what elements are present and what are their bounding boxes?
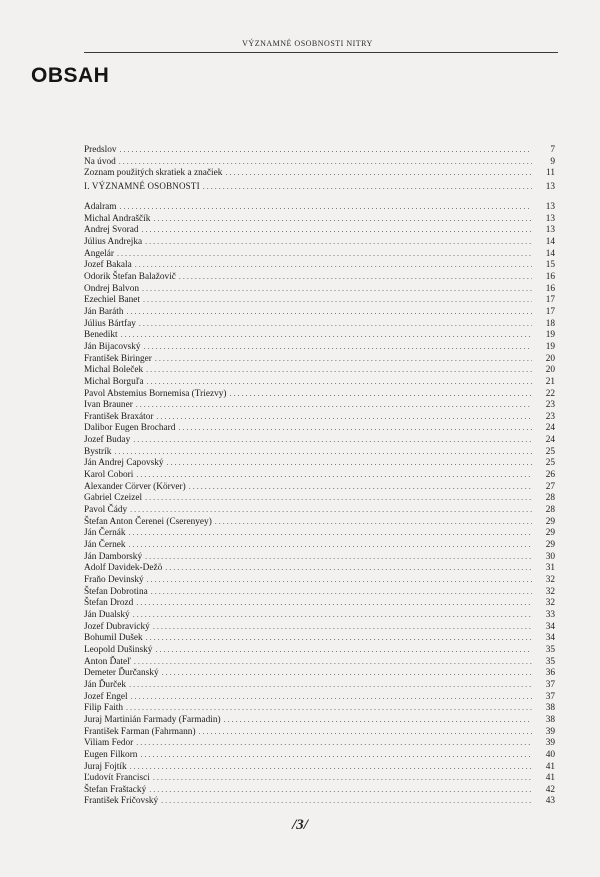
- toc-entry-page: 38: [545, 714, 555, 725]
- toc-entry: [84, 248, 555, 260]
- toc-entry-page: 34: [545, 621, 555, 632]
- toc-entry-label: František Braxátor: [84, 411, 154, 422]
- toc-entry: [84, 504, 555, 516]
- toc-entry: [84, 574, 555, 586]
- toc-entry: [84, 772, 555, 784]
- toc-entry: [84, 259, 555, 271]
- toc-entry-page: 14: [545, 236, 555, 247]
- front-matter-row: [84, 167, 555, 179]
- toc-entry: [84, 632, 555, 644]
- dot-leader: [225, 167, 532, 179]
- toc-entry: [84, 294, 555, 306]
- dot-leader: [145, 551, 532, 563]
- toc-entry: [84, 411, 555, 423]
- toc-entry-label: Bystrík: [84, 446, 112, 457]
- toc-entry-page: 15: [545, 260, 555, 271]
- toc-entry-label: Pavol Čády: [84, 505, 128, 516]
- toc-entry-page: 39: [545, 738, 555, 749]
- dot-leader: [215, 516, 532, 528]
- dot-leader: [120, 144, 532, 156]
- toc-entry-label: Ivan Brauner: [84, 400, 133, 411]
- dot-leader: [229, 388, 532, 400]
- toc-entry-label: Viliam Fedor: [84, 738, 134, 749]
- toc-entry-label: Jozef Buday: [84, 435, 131, 446]
- dot-leader: [199, 726, 532, 738]
- toc-entry-page: 33: [545, 609, 555, 620]
- toc-entry-page: 40: [545, 749, 555, 760]
- toc-entry: [84, 737, 555, 749]
- toc-entry-label: Ondrej Balvon: [84, 283, 139, 294]
- dot-leader: [153, 213, 532, 225]
- toc-entry: [84, 341, 555, 353]
- dot-leader: [133, 434, 532, 446]
- dot-leader: [165, 562, 532, 574]
- toc-entry-label: Ján Bijacovský: [84, 341, 141, 352]
- toc-entry: [84, 691, 555, 703]
- section-heading-row: [84, 181, 555, 193]
- toc-entry-page: 30: [545, 551, 555, 562]
- dot-leader: [140, 749, 532, 761]
- toc-entry: [84, 376, 555, 388]
- front-matter-row-page: 7: [550, 145, 555, 155]
- front-matter-row-label: Predslov: [84, 145, 117, 155]
- toc-entry-page: 39: [545, 726, 555, 737]
- toc-entry: [84, 457, 555, 469]
- dot-leader: [156, 411, 532, 423]
- toc-entry-label: Angelár: [84, 248, 114, 259]
- toc-entry-label: Ľudovít Francisci: [84, 773, 150, 784]
- dot-leader: [136, 469, 532, 481]
- toc-entry-page: 25: [545, 446, 555, 457]
- toc-entry-page: 17: [545, 295, 555, 306]
- toc-entry: [84, 318, 555, 330]
- toc-entry: [84, 539, 555, 551]
- dot-leader: [121, 329, 532, 341]
- dot-leader: [179, 271, 532, 283]
- toc-entry-label: Július Andrejka: [84, 236, 143, 247]
- toc-entry-label: Pavol Abstemius Bornemisa (Triezvy): [84, 388, 227, 399]
- toc-entry: [84, 516, 555, 528]
- toc-entry-label: Demeter Ďurčanský: [84, 668, 159, 679]
- dot-leader: [153, 621, 532, 633]
- toc-entry-page: 25: [545, 458, 555, 469]
- toc-entry-page: 22: [545, 388, 555, 399]
- dot-leader: [167, 457, 532, 469]
- toc-entry-page: 19: [545, 341, 555, 352]
- dot-leader: [203, 181, 532, 193]
- toc-entry-page: 29: [545, 516, 555, 527]
- dot-leader: [136, 737, 532, 749]
- dot-leader: [119, 156, 532, 168]
- toc-entry-page: 35: [545, 656, 555, 667]
- toc-entry-label: Anton Ďateľ: [84, 656, 131, 667]
- toc-entry: [84, 271, 555, 283]
- dot-leader: [133, 609, 532, 621]
- toc-entry: [84, 283, 555, 295]
- dot-leader: [145, 236, 532, 248]
- dot-leader: [126, 702, 532, 714]
- toc-entry: [84, 469, 555, 481]
- toc-entry: [84, 679, 555, 691]
- front-matter-row-label: Zoznam použitých skratiek a značiek: [84, 168, 223, 179]
- toc-entry: [84, 726, 555, 738]
- toc-entry-page: 32: [545, 575, 555, 585]
- toc-entry-page: 24: [545, 435, 555, 446]
- dot-leader: [189, 481, 532, 493]
- section-heading-list: [84, 181, 555, 193]
- dot-leader: [147, 574, 532, 586]
- toc-entry-page: 16: [545, 271, 555, 282]
- toc-entry-page: 32: [545, 586, 555, 597]
- front-matter-row-page: 11: [546, 168, 555, 179]
- toc-entry-page: 26: [545, 470, 555, 481]
- toc-entry-label: Ján Dualský: [84, 609, 130, 620]
- front-matter-row-label: Na úvod: [84, 156, 116, 167]
- toc-entry: [84, 667, 555, 679]
- toc-entry: [84, 749, 555, 761]
- dot-leader: [129, 679, 532, 691]
- toc-entry-page: 42: [545, 784, 555, 795]
- toc-entry: [84, 224, 555, 236]
- toc-entry-label: Štefan Fraštacký: [84, 784, 147, 795]
- toc-entry-label: Jozef Bakala: [84, 260, 132, 271]
- page-title: OBSAH: [31, 64, 110, 87]
- toc-entry-label: Karol Cobori: [84, 470, 134, 481]
- toc-entry: [84, 644, 555, 656]
- toc-entry-label: Andrej Svorad: [84, 225, 139, 236]
- toc-entry-page: 37: [545, 679, 555, 690]
- toc-entry-page: 20: [545, 365, 555, 376]
- toc-entry-label: František Fričovský: [84, 796, 159, 807]
- section-heading-label: I. VÝZNAMNÉ OSOBNOSTI: [84, 181, 200, 191]
- toc-entry: [84, 562, 555, 574]
- dot-leader: [146, 632, 532, 644]
- dot-leader: [127, 306, 533, 318]
- dot-leader: [147, 376, 532, 388]
- toc-entry: [84, 702, 555, 714]
- toc-entry-label: Jozef Dubravický: [84, 621, 150, 632]
- dot-leader: [135, 259, 532, 271]
- toc-entry-page: 38: [545, 703, 555, 714]
- toc-entry-label: Michal Andraščík: [84, 213, 151, 224]
- toc-entry: [84, 492, 555, 504]
- dot-leader: [143, 294, 532, 306]
- dot-leader: [178, 422, 532, 434]
- toc-entry-page: 23: [545, 400, 555, 411]
- toc-entry-label: Štefan Dobrotina: [84, 586, 148, 597]
- toc-entry-page: 43: [545, 796, 555, 807]
- toc-entry: [84, 446, 555, 458]
- front-matter-row: [84, 156, 555, 168]
- dot-leader: [145, 492, 532, 504]
- toc-entry-label: Ján Černek: [84, 540, 126, 551]
- toc-entry-label: Ezechiel Banet: [84, 295, 141, 306]
- dot-leader: [146, 364, 532, 376]
- toc-entry: [84, 399, 555, 411]
- entries-list: [84, 201, 555, 807]
- dot-leader: [151, 586, 532, 598]
- dot-leader: [155, 644, 532, 656]
- toc-entry: [84, 481, 555, 493]
- toc-entry-label: Adalram: [84, 202, 117, 212]
- toc-entry-label: Adolf Davidek-Dežö: [84, 563, 163, 574]
- dot-leader: [136, 399, 532, 411]
- toc-entry-label: Štefan Anton Čerenei (Cserenyey): [84, 516, 212, 527]
- toc-entry-page: 34: [545, 633, 555, 644]
- dot-leader: [134, 656, 532, 668]
- toc-entry: [84, 422, 555, 434]
- toc-entry: [84, 353, 555, 365]
- dot-leader: [120, 201, 532, 213]
- dot-leader: [161, 795, 532, 807]
- dot-leader: [131, 691, 532, 703]
- toc-entry-label: Gabriel Czeizel: [84, 493, 143, 504]
- toc-entry-page: 18: [545, 318, 555, 329]
- dot-leader: [162, 667, 532, 679]
- toc-entry-label: Benedikt: [84, 330, 118, 341]
- toc-entry-label: Bohumil Dušek: [84, 633, 143, 644]
- running-head: VÝZNAMNÉ OSOBNOSTI NITRY: [242, 39, 373, 48]
- toc-entry-page: 31: [545, 563, 555, 574]
- page-number: /3/: [292, 817, 308, 833]
- toc-entry: [84, 586, 555, 598]
- toc-entry-page: 37: [545, 691, 555, 702]
- toc-entry-page: 32: [545, 598, 555, 609]
- toc-entry-page: 24: [545, 423, 555, 434]
- toc-entry: [84, 551, 555, 563]
- toc-entry-label: Filip Faith: [84, 703, 124, 714]
- header-rule: [84, 52, 558, 53]
- toc-entry: [84, 329, 555, 341]
- toc-entry-page: 13: [545, 213, 555, 224]
- toc-entry-label: Ján Ďurček: [84, 679, 127, 690]
- toc-entry-page: 20: [545, 353, 555, 364]
- toc-entry-page: 29: [545, 540, 555, 551]
- dot-leader: [130, 504, 532, 516]
- dot-leader: [144, 341, 532, 353]
- dot-leader: [155, 353, 532, 365]
- dot-leader: [149, 784, 532, 796]
- toc-entry: [84, 621, 555, 633]
- toc-entry-label: Michal Borguľa: [84, 376, 144, 387]
- toc-entry: [84, 761, 555, 773]
- toc-entry-page: 23: [545, 411, 555, 422]
- dot-leader: [153, 772, 532, 784]
- toc-entry: [84, 795, 555, 807]
- toc-entry-label: Fraňo Devinský: [84, 575, 144, 585]
- toc-entry-label: Ján Baráth: [84, 306, 124, 317]
- toc-entry-label: Ján Damborský: [84, 551, 143, 562]
- toc-entry-label: Štefan Drozd: [84, 598, 134, 609]
- toc-entry-page: 13: [545, 202, 555, 212]
- toc-entry-page: 36: [545, 668, 555, 679]
- toc-entry-label: Eugen Filkorn: [84, 749, 138, 760]
- toc-entry-page: 19: [545, 330, 555, 341]
- toc-entry-page: 41: [545, 761, 555, 772]
- toc-entry: [84, 306, 555, 318]
- toc-entry: [84, 201, 555, 213]
- dot-leader: [224, 714, 532, 726]
- dot-leader: [142, 283, 532, 295]
- dot-leader: [130, 761, 532, 773]
- toc-entry-label: Alexander Cörver (Körver): [84, 481, 186, 492]
- toc-entry: [84, 656, 555, 668]
- toc-entry-page: 35: [545, 644, 555, 655]
- toc-entry-page: 21: [545, 376, 555, 387]
- toc-entry-label: Ján Černák: [84, 528, 126, 539]
- toc-entry-page: 16: [545, 283, 555, 294]
- toc-entry-label: Michal Boleček: [84, 365, 144, 376]
- toc-entry-label: Jozef Engel: [84, 691, 128, 702]
- toc-entry-label: František Biringer: [84, 353, 152, 364]
- toc-entry-label: Ján Andrej Capovský: [84, 458, 164, 469]
- toc-entry-label: Július Bártfay: [84, 318, 136, 329]
- toc-entry-label: Odorik Štefan Balažovič: [84, 271, 176, 282]
- toc-entry-page: 28: [545, 505, 555, 516]
- dot-leader: [129, 527, 532, 539]
- toc-entry: [84, 597, 555, 609]
- toc-entry: [84, 364, 555, 376]
- toc-entry: [84, 388, 555, 400]
- toc-entry: [84, 213, 555, 225]
- toc-entry: [84, 784, 555, 796]
- toc-entry-label: Juraj Fojtík: [84, 761, 127, 772]
- toc-entry: [84, 609, 555, 621]
- toc-entry-page: 41: [545, 773, 555, 784]
- front-matter-list: [84, 144, 555, 179]
- dot-leader: [114, 446, 532, 458]
- toc-entry: [84, 434, 555, 446]
- front-matter-row-page: 9: [550, 156, 555, 167]
- toc-entry: [84, 236, 555, 248]
- toc-entry-label: František Farman (Fahrmann): [84, 726, 196, 737]
- section-heading-page: 13: [545, 182, 555, 192]
- front-matter-row: [84, 144, 555, 156]
- dot-leader: [141, 224, 532, 236]
- toc-entry-page: 27: [545, 481, 555, 492]
- dot-leader: [117, 248, 532, 260]
- toc-entry-page: 14: [545, 248, 555, 259]
- toc-entry-label: Leopold Dušinský: [84, 644, 153, 655]
- toc-entry-page: 28: [545, 493, 555, 504]
- toc-entry: [84, 714, 555, 726]
- toc-entry-page: 29: [545, 528, 555, 539]
- toc-entry: [84, 527, 555, 539]
- dot-leader: [129, 539, 532, 551]
- toc-entry-page: 13: [545, 225, 555, 236]
- toc-entry-label: Juraj Martinián Farmady (Farmadin): [84, 714, 221, 725]
- dot-leader: [139, 318, 532, 330]
- dot-leader: [136, 597, 532, 609]
- toc-entry-page: 17: [545, 306, 555, 317]
- toc-entry-label: Dalibor Eugen Brochard: [84, 423, 176, 434]
